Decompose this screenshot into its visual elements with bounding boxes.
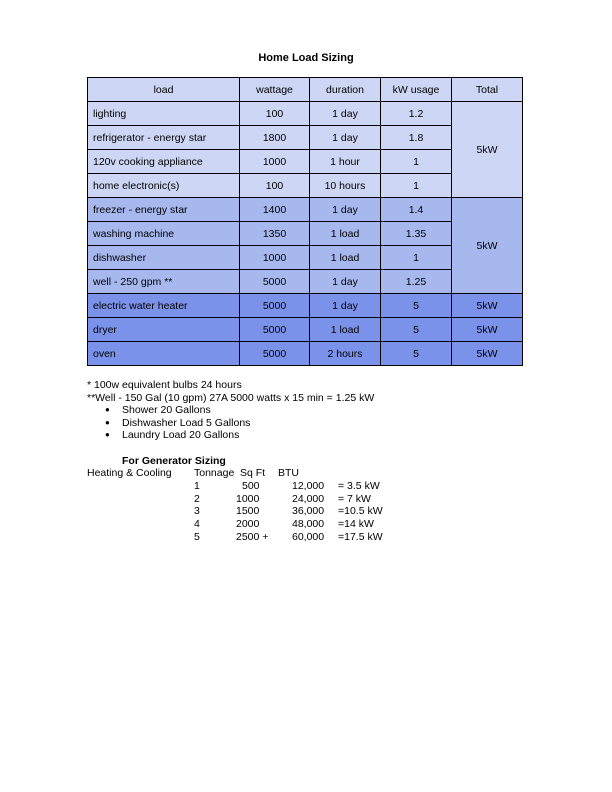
kw-cell: 1.8 xyxy=(381,126,452,150)
sqft-value: 2000 xyxy=(236,518,260,531)
table-row xyxy=(88,102,523,126)
duration-cell: 1 load xyxy=(310,318,381,342)
kw-cell: 1.2 xyxy=(381,102,452,126)
kw-cell: 1.4 xyxy=(381,198,452,222)
table-row xyxy=(88,294,523,318)
sqft-value: 2500 + xyxy=(236,530,269,543)
duration-cell: 2 hours xyxy=(310,342,381,366)
load-cell: dishwasher xyxy=(88,246,240,270)
sqft-value: 1000 xyxy=(236,492,260,505)
kw-cell: 5 xyxy=(381,294,452,318)
note-well: **Well - 150 Gal (10 gpm) 27A 5000 watts x 15 min = 1.25 kW xyxy=(87,391,375,404)
load-cell: freezer - energy star xyxy=(88,198,240,222)
duration-cell: 1 load xyxy=(310,246,381,270)
header-duration: duration xyxy=(310,78,381,102)
heating-cooling-label: Heating & Cooling xyxy=(87,467,172,479)
load-cell: oven xyxy=(88,342,240,366)
kw-cell: 5 xyxy=(381,318,452,342)
kw-value: =14 kW xyxy=(338,518,374,531)
load-cell: refrigerator - energy star xyxy=(88,126,240,150)
kw-value: = 3.5 kW xyxy=(338,479,380,492)
bullet-list xyxy=(87,404,374,442)
duration-cell: 1 hour xyxy=(310,150,381,174)
wattage-cell: 5000 xyxy=(240,318,310,342)
list-item: ● Laundry Load 20 Gallons xyxy=(122,429,374,442)
load-cell: electric water heater xyxy=(88,294,240,318)
wattage-cell: 5000 xyxy=(240,270,310,294)
kw-cell: 1.35 xyxy=(381,222,452,246)
tonnage-value: 2 xyxy=(194,492,200,505)
load-cell: dryer xyxy=(88,318,240,342)
wattage-cell: 5000 xyxy=(240,342,310,366)
wattage-cell: 1000 xyxy=(240,150,310,174)
table-row xyxy=(88,198,523,222)
btu-value: 60,000 xyxy=(292,530,325,543)
header-load: load xyxy=(88,78,240,102)
list-item: ● Dishwasher Load 5 Gallons xyxy=(122,417,374,430)
kw-value: = 7 kW xyxy=(338,492,371,505)
total-cell: 5kW xyxy=(452,342,523,366)
header-total: Total xyxy=(452,78,523,102)
sqft-value: 500 xyxy=(242,479,260,492)
btu-value: 36,000 xyxy=(292,505,325,518)
wattage-cell: 100 xyxy=(240,174,310,198)
kw-cell: 1 xyxy=(381,246,452,270)
generator-row xyxy=(87,531,407,544)
wattage-cell: 1000 xyxy=(240,246,310,270)
generator-row xyxy=(87,505,407,518)
table-row xyxy=(88,342,523,366)
group-total-cell: 5kW xyxy=(452,198,523,294)
tonnage-value: 4 xyxy=(194,518,200,531)
load-cell: home electronic(s) xyxy=(88,174,240,198)
page-title: Home Load Sizing xyxy=(258,52,354,64)
wattage-cell: 5000 xyxy=(240,294,310,318)
total-cell: 5kW xyxy=(452,318,523,342)
btu-value: 48,000 xyxy=(292,518,325,531)
btu-value: 12,000 xyxy=(292,479,325,492)
header-wattage: wattage xyxy=(240,78,310,102)
kw-value: =10.5 kW xyxy=(338,505,383,518)
duration-cell: 1 day xyxy=(310,270,381,294)
tonnage-value: 3 xyxy=(194,505,200,518)
load-cell: 120v cooking appliance xyxy=(88,150,240,174)
kw-cell: 1 xyxy=(381,150,452,174)
duration-cell: 1 load xyxy=(310,222,381,246)
total-cell: 5kW xyxy=(452,294,523,318)
duration-cell: 10 hours xyxy=(310,174,381,198)
generator-row xyxy=(87,518,407,531)
header-tonnage: Tonnage xyxy=(194,467,235,479)
header-btu: BTU xyxy=(278,467,299,479)
list-item: ● Shower 20 Gallons xyxy=(122,404,374,417)
duration-cell: 1 day xyxy=(310,198,381,222)
generator-row xyxy=(87,480,407,493)
table-row xyxy=(88,318,523,342)
wattage-cell: 1400 xyxy=(240,198,310,222)
kw-value: =17.5 kW xyxy=(338,530,383,543)
header-sqft: Sq Ft xyxy=(240,467,266,479)
note-bulbs: * 100w equivalent bulbs 24 hours xyxy=(87,379,242,391)
table-header-row xyxy=(88,78,523,102)
wattage-cell: 100 xyxy=(240,102,310,126)
sqft-value: 1500 xyxy=(236,505,260,518)
load-table xyxy=(87,77,523,366)
wattage-cell: 1800 xyxy=(240,126,310,150)
load-cell: lighting xyxy=(88,102,240,126)
kw-cell: 1 xyxy=(381,174,452,198)
load-cell: washing machine xyxy=(88,222,240,246)
generator-row xyxy=(87,493,407,506)
duration-cell: 1 day xyxy=(310,102,381,126)
generator-sizing-title: For Generator Sizing xyxy=(122,455,226,467)
generator-header-row xyxy=(87,467,407,480)
load-cell: well - 250 gpm ** xyxy=(88,270,240,294)
kw-cell: 1.25 xyxy=(381,270,452,294)
kw-cell: 5 xyxy=(381,342,452,366)
generator-table xyxy=(87,467,407,544)
tonnage-value: 5 xyxy=(194,530,200,543)
notes-section xyxy=(87,379,374,442)
duration-cell: 1 day xyxy=(310,294,381,318)
header-kw-usage: kW usage xyxy=(381,78,452,102)
group-total-cell: 5kW xyxy=(452,102,523,198)
wattage-cell: 1350 xyxy=(240,222,310,246)
tonnage-value: 1 xyxy=(194,479,200,492)
btu-value: 24,000 xyxy=(292,492,325,505)
duration-cell: 1 day xyxy=(310,126,381,150)
